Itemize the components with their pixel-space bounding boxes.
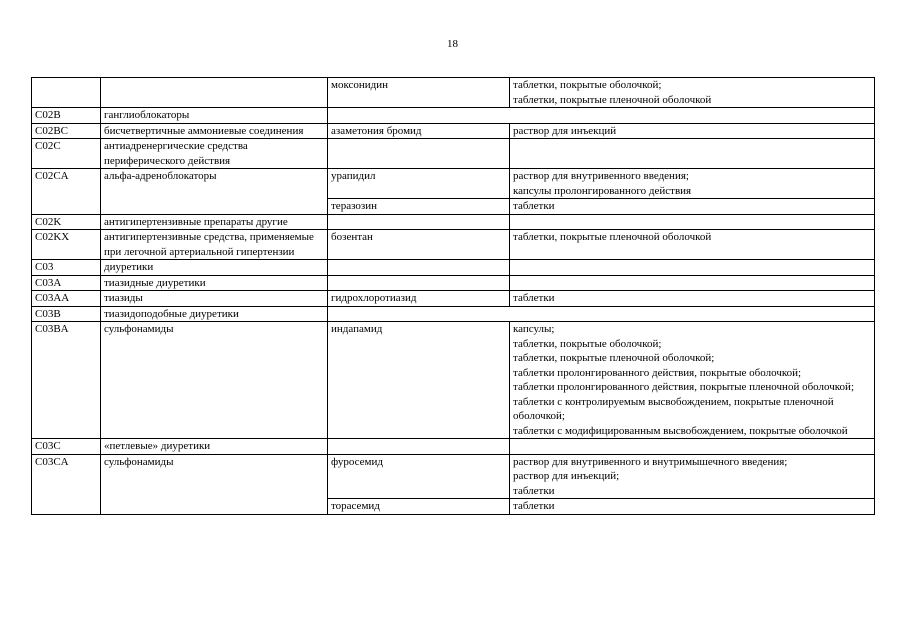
atc-code-cell: C03CA: [32, 454, 101, 514]
dosage-forms-cell: [510, 123, 875, 139]
dosage-form-line: капсулы;: [513, 323, 555, 335]
table-row: [32, 291, 875, 307]
atc-group-cell: тиазиды: [101, 291, 328, 307]
atc-code-cell: C02B: [32, 108, 101, 124]
dosage-form-line: таблетки, покрытые оболочкой;: [513, 337, 662, 350]
drug-name-cell: [328, 260, 510, 276]
atc-group-cell: [101, 78, 328, 108]
dosage-form-line: таблетки: [513, 484, 555, 497]
dosage-forms-cell: [510, 139, 875, 169]
table-row: [32, 322, 875, 439]
drug-name-cell: [328, 439, 510, 455]
page-number: 18: [447, 38, 458, 50]
atc-group-cell: антигипертензивные средства, применяемые при легочной артериальной гипертензии: [101, 230, 328, 260]
drug-name-cell: торасемид: [328, 499, 510, 515]
table-row: [32, 214, 875, 230]
table-body: [32, 78, 875, 515]
atc-group-cell: альфа-адреноблокаторы: [101, 169, 328, 215]
drug-name-cell: [328, 139, 510, 169]
table-row: [32, 439, 875, 455]
atc-code-cell: C03B: [32, 306, 101, 322]
atc-code-cell: C03BA: [32, 322, 101, 439]
table-row: [32, 454, 875, 499]
table-row: [32, 230, 875, 260]
dosage-forms-cell: [510, 454, 875, 499]
atc-code-cell: C03A: [32, 275, 101, 291]
dosage-form-line: таблетки, покрытые пленочной оболочкой: [513, 93, 712, 106]
atc-code-cell: C03AA: [32, 291, 101, 307]
atc-group-cell: антиадренергические средства периферического действия: [101, 139, 328, 169]
atc-group-cell: диуретики: [101, 260, 328, 276]
dosage-forms-cell: [510, 169, 875, 199]
dosage-form-line: таблетки пролонгированного действия, покрытые оболочкой;: [513, 366, 802, 379]
table-row: [32, 169, 875, 199]
atc-group-cell: тиазидные диуретики: [101, 275, 328, 291]
atc-code-cell: C02CA: [32, 169, 101, 215]
dosage-form-line: таблетки, покрытые пленочной оболочкой: [513, 231, 712, 243]
drug-name-cell: [328, 214, 510, 230]
dosage-forms-cell: [510, 214, 875, 230]
drug-name-cell: бозентан: [328, 230, 510, 260]
dosage-form-line: таблетки: [513, 292, 555, 304]
dosage-forms-cell: [510, 230, 875, 260]
dosage-form-line: таблетки пролонгированного действия, покрытые пленочной оболочкой;: [513, 381, 854, 393]
dosage-forms-cell: [510, 322, 875, 439]
dosage-form-line: таблетки: [513, 500, 555, 512]
table-row: [32, 260, 875, 276]
table-row: [32, 108, 875, 124]
drug-name-cell: фуросемид: [328, 454, 510, 499]
drug-name-cell: [328, 275, 510, 291]
drug-table: [31, 77, 875, 515]
drug-name-cell: моксонидин: [328, 78, 510, 108]
dosage-forms-cell: [510, 439, 875, 455]
dosage-forms-cell: [510, 260, 875, 276]
dosage-form-line: раствор для инъекций: [513, 124, 617, 137]
atc-code-cell: C02BC: [32, 123, 101, 139]
atc-code-cell: C02K: [32, 214, 101, 230]
dosage-form-line: раствор для инъекций;: [513, 470, 620, 482]
dosage-form-line: таблетки, покрытые оболочкой;: [513, 79, 662, 91]
drug-name-cell: гидрохлоротиазид: [328, 291, 510, 307]
table-row: [32, 275, 875, 291]
empty-span-cell: [328, 108, 875, 124]
dosage-form-line: раствор для внутривенного и внутримышечного введения;: [513, 455, 788, 468]
atc-group-cell: «петлевые» диуретики: [101, 439, 328, 455]
atc-code-cell: C02C: [32, 139, 101, 169]
atc-group-cell: ганглиоблокаторы: [101, 108, 328, 124]
drug-name-cell: индапамид: [328, 322, 510, 439]
dosage-forms-cell: [510, 291, 875, 307]
atc-group-cell: сульфонамиды: [101, 322, 328, 439]
dosage-form-line: раствор для внутривенного введения;: [513, 170, 689, 182]
atc-group-cell: сульфонамиды: [101, 454, 328, 514]
atc-code-cell: [32, 78, 101, 108]
drug-name-cell: теразозин: [328, 199, 510, 215]
table-row: [32, 123, 875, 139]
table-row: [32, 139, 875, 169]
dosage-form-line: таблетки с контролируемым высвобождением, покрытые пленочной оболочкой;: [513, 395, 834, 422]
dosage-form-line: таблетки: [513, 200, 555, 212]
drug-name-cell: урапидил: [328, 169, 510, 199]
table-row: [32, 78, 875, 108]
atc-code-cell: C03C: [32, 439, 101, 455]
dosage-forms-cell: [510, 78, 875, 108]
atc-code-cell: C02KX: [32, 230, 101, 260]
dosage-forms-cell: [510, 275, 875, 291]
dosage-forms-cell: [510, 499, 875, 515]
atc-group-cell: тиазидоподобные диуретики: [101, 306, 328, 322]
atc-group-cell: антигипертензивные препараты другие: [101, 214, 328, 230]
dosage-form-line: капсулы пролонгированного действия: [513, 184, 692, 197]
atc-group-cell: бисчетвертичные аммониевые соединения: [101, 123, 328, 139]
atc-code-cell: C03: [32, 260, 101, 276]
dosage-forms-cell: [510, 199, 875, 215]
drug-name-cell: азаметония бромид: [328, 123, 510, 139]
dosage-form-line: таблетки с модифицированным высвобождением, покрытые оболочкой: [513, 424, 848, 437]
empty-span-cell: [328, 306, 875, 322]
dosage-form-line: таблетки, покрытые пленочной оболочкой;: [513, 352, 715, 364]
table-row: [32, 306, 875, 322]
